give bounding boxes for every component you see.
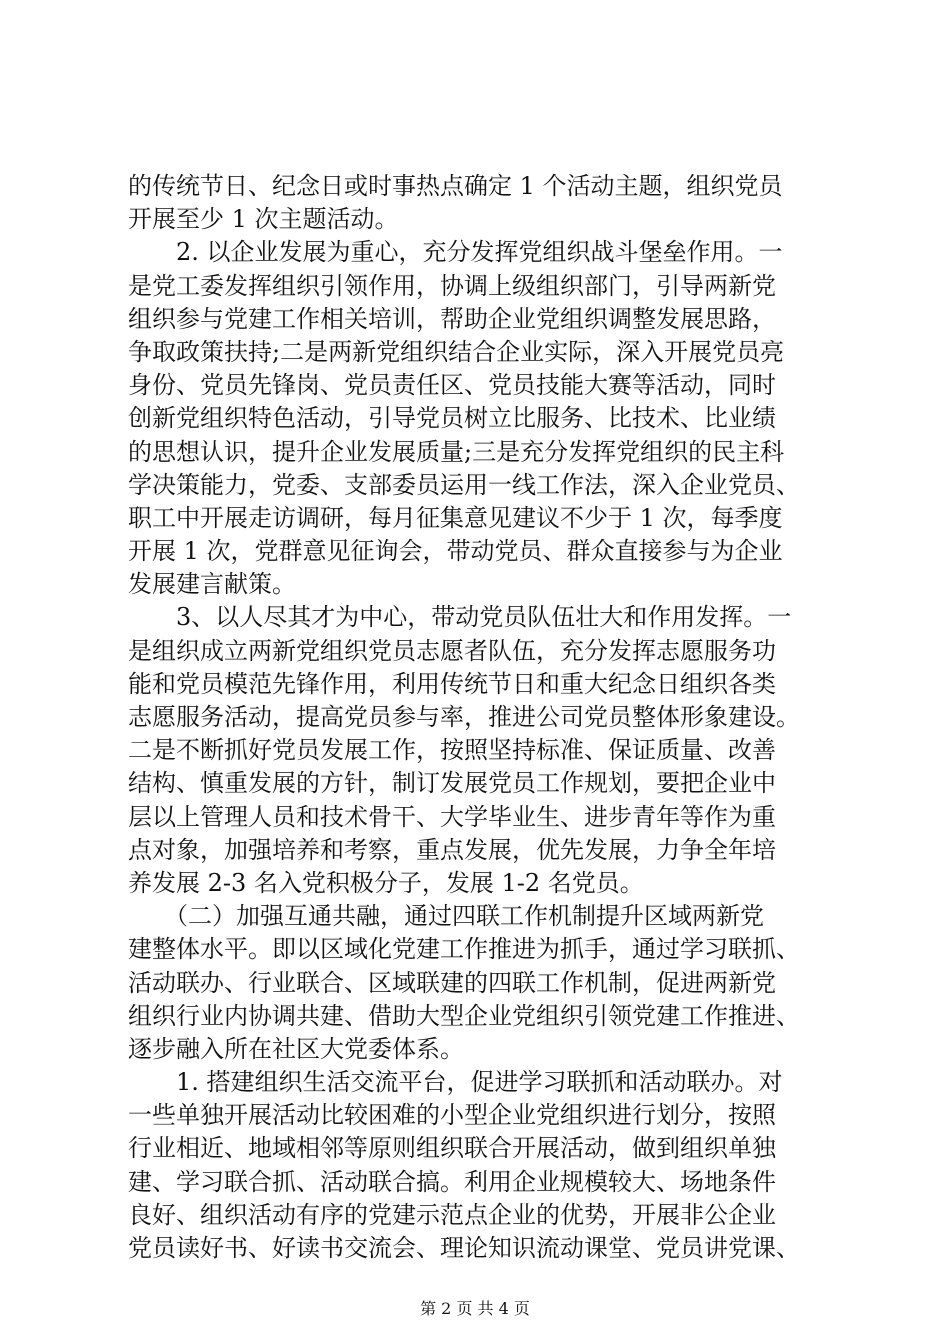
text-line: 党员读好书、好读书交流会、理论知识流动课堂、党员讲党课、: [128, 1234, 800, 1262]
text-line: 组织参与党建工作相关培训，帮助企业党组织调整发展思路，: [128, 304, 776, 333]
text-line: 二是不断抓好党员发展工作，按照坚持标准、保证质量、改善: [128, 736, 776, 765]
text-line: 组织行业内协调共建、借助大型企业党组织引领党建工作推进、: [128, 1001, 800, 1030]
text-line: 点对象，加强培养和考察，重点发展，优先发展，力争全年培: [128, 835, 776, 864]
text-line: 学决策能力，党委、支部委员运用一线工作法，深入企业党员、: [128, 470, 800, 499]
text-line: 创新党组织特色活动，引导党员树立比服务、比技术、比业绩: [128, 404, 776, 433]
text-line: 开展 1 次，党群意见征询会，带动党员、群众直接参与为企业: [128, 537, 783, 566]
text-line: 行业相近、地域相邻等原则组织联合开展活动，做到组织单独: [128, 1134, 776, 1163]
text-line: 建整体水平。即以区域化党建工作推进为抓手，通过学习联抓、: [128, 935, 800, 964]
text-line: 职工中开展走访调研，每月征集意见建议不少于 1 次，每季度: [128, 503, 783, 532]
text-line: 开展至少 1 次主题活动。: [128, 205, 399, 234]
text-line: 身份、党员先锋岗、党员责任区、党员技能大赛等活动，同时: [128, 371, 776, 400]
text-line: 能和党员模范先锋作用，利用传统节日和重大纪念日组织各类: [128, 669, 776, 698]
text-line: 逐步融入所在社区大党委体系。: [128, 1034, 464, 1063]
text-line: 一些单独开展活动比较困难的小型企业党组织进行划分，按照: [128, 1101, 776, 1130]
text-line: 活动联办、行业联合、区域联建的四联工作机制，促进两新党: [128, 968, 776, 997]
text-line: 建、学习联合抓、活动联合搞。利用企业规模较大、场地条件: [128, 1167, 776, 1196]
text-line: 良好、组织活动有序的党建示范点企业的优势，开展非公企业: [128, 1200, 776, 1229]
body-text: [128, 170, 833, 1265]
text-line: 层以上管理人员和技术骨干、大学毕业生、进步青年等作为重: [128, 802, 776, 831]
text-line: 的传统节日、纪念日或时事热点确定 1 个活动主题，组织党员: [128, 172, 783, 200]
text-line: （二）加强互通共融，通过四联工作机制提升区域两新党: [128, 902, 764, 931]
text-line: 1. 搭建组织生活交流平台，促进学习联抓和活动联办。对: [128, 1068, 783, 1097]
text-line: 争取政策扶持;二是两新党组织结合企业实际，深入开展党员亮: [128, 337, 785, 366]
text-line: 是组织成立两新党组织党员志愿者队伍，充分发挥志愿服务功: [128, 636, 776, 665]
text-line: 2. 以企业发展为重心，充分发挥党组织战斗堡垒作用。一: [128, 238, 783, 267]
text-line: 结构、慎重发展的方针，制订发展党员工作规划，要把企业中: [128, 769, 776, 798]
page-footer: 第 2 页 共 4 页: [420, 1299, 530, 1318]
text-line: 3、以人尽其才为中心，带动党员队伍壮大和作用发挥。一: [128, 603, 792, 632]
text-line: 养发展 2-3 名入党积极分子，发展 1-2 名党员。: [128, 868, 644, 897]
text-line: 是党工委发挥组织引领作用，协调上级组织部门，引导两新党: [128, 271, 776, 300]
text-line: 志愿服务活动，提高党员参与率，推进公司党员整体形象建设。: [128, 703, 800, 731]
text-line: 发展建言献策。: [128, 570, 296, 599]
text-line: 的思想认识，提升企业发展质量;三是充分发挥党组织的民主科: [128, 437, 785, 466]
